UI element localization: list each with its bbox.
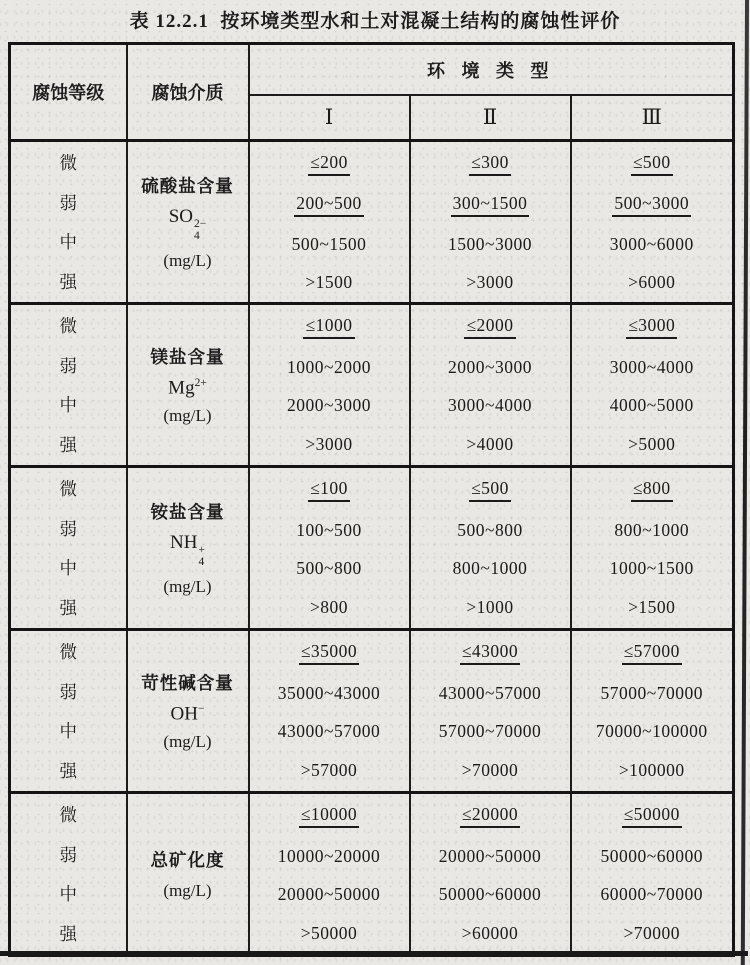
value: ≤500 [631, 152, 673, 176]
table-body [10, 141, 734, 956]
grade-label: 微 [59, 153, 77, 174]
value-cell-I [249, 304, 410, 467]
formula-subscript: 4 [194, 230, 200, 242]
value: 300~1500 [451, 193, 530, 217]
medium-unit: (mg/L) [163, 406, 212, 426]
medium-cell [127, 467, 249, 630]
value: 3000~6000 [609, 233, 694, 254]
formula-superscript: + [198, 543, 205, 556]
value-cell-II [410, 141, 571, 304]
chemical-formula [170, 533, 205, 568]
header-environment-type: 环 境 类 型 [249, 44, 734, 96]
value: >70000 [623, 923, 681, 944]
value: 1500~3000 [448, 233, 532, 254]
section-row-1 [10, 141, 734, 304]
medium-name: 苛性碱含量 [141, 672, 234, 693]
value: 2000~3000 [448, 356, 532, 377]
value: >3000 [305, 434, 353, 455]
value: >1500 [628, 597, 676, 618]
value: 100~500 [296, 519, 362, 540]
value-cell-I [249, 141, 410, 304]
formula-base: Mg [168, 377, 195, 399]
grade-label: 强 [59, 923, 77, 944]
value: 35000~43000 [277, 682, 381, 703]
value: ≤10000 [299, 804, 359, 828]
value: ≤43000 [460, 641, 520, 665]
value: ≤2000 [464, 315, 515, 339]
grade-cell [10, 467, 127, 630]
table-header [10, 44, 734, 141]
formula-superscript: 2− [194, 217, 207, 230]
medium-cell [127, 630, 249, 793]
medium-cell [127, 141, 249, 304]
value: 1000~1500 [609, 558, 694, 579]
value: ≤57000 [622, 641, 682, 665]
formula-base: NH [170, 531, 198, 553]
chemical-formula [168, 378, 207, 397]
scan-edge-artifact-bottom [0, 951, 748, 956]
value: 500~3000 [612, 193, 691, 217]
value: 200~500 [294, 193, 363, 217]
value-cell-I [249, 793, 410, 956]
value: >3000 [466, 271, 514, 292]
grade-label: 中 [59, 721, 77, 742]
medium-unit: (mg/L) [163, 577, 212, 597]
formula-script-stack [194, 218, 206, 242]
value: 70000~100000 [595, 721, 708, 742]
header-corrosion-grade: 腐蚀等级 [10, 44, 127, 141]
scan-edge-artifact-right [741, 0, 749, 965]
value-cell-III [571, 630, 734, 793]
formula-script-stack [198, 544, 205, 568]
value: 3000~4000 [609, 356, 694, 377]
value: ≤20000 [460, 804, 520, 828]
value: 800~1000 [614, 519, 690, 540]
grade-label: 弱 [59, 192, 77, 213]
section-row-5 [10, 793, 734, 956]
formula-subscript: 4 [198, 556, 205, 568]
grade-label: 强 [59, 760, 77, 781]
value: 57000~70000 [600, 682, 703, 703]
header-env-type-3: Ⅲ [571, 95, 734, 141]
value: >800 [309, 597, 349, 618]
value-cell-III [571, 304, 734, 467]
grade-label: 弱 [59, 844, 77, 865]
grade-label: 弱 [59, 518, 77, 539]
value: 50000~60000 [600, 845, 703, 866]
value: 43000~57000 [438, 682, 542, 703]
grade-label: 强 [59, 271, 77, 292]
value: 57000~70000 [438, 721, 542, 742]
value: ≤35000 [299, 641, 359, 665]
grade-label: 微 [59, 642, 77, 663]
value: >5000 [628, 434, 676, 455]
grade-label: 弱 [59, 681, 77, 702]
medium-unit: (mg/L) [163, 881, 212, 900]
value-cell-II [410, 467, 571, 630]
section-row-3 [10, 467, 734, 630]
value: 1000~2000 [287, 356, 371, 377]
medium-name: 总矿化度 [150, 850, 225, 870]
formula-base: SO [168, 205, 194, 227]
value: 2000~3000 [287, 395, 371, 416]
value: >60000 [461, 923, 519, 944]
value-cell-III [571, 141, 734, 304]
header-row-1 [10, 44, 734, 96]
grade-label: 中 [59, 558, 77, 579]
grade-label: 中 [59, 395, 77, 416]
value: >50000 [300, 923, 358, 944]
value: ≤800 [631, 478, 673, 502]
medium-cell [127, 793, 249, 956]
header-corrosive-medium: 腐蚀介质 [127, 44, 249, 141]
grade-label: 强 [59, 597, 77, 618]
medium-unit: (mg/L) [163, 251, 212, 271]
medium-name: 硫酸盐含量 [141, 175, 234, 196]
grade-label: 微 [59, 805, 77, 826]
value: >6000 [628, 271, 676, 292]
value: ≤500 [469, 478, 511, 502]
header-env-type-1: Ⅰ [249, 95, 410, 141]
value: 10000~20000 [277, 845, 381, 866]
grade-label: 微 [59, 479, 77, 500]
corrosion-evaluation-table [8, 42, 735, 957]
formula-base: OH [170, 703, 198, 725]
section-row-4 [10, 630, 734, 793]
value: >100000 [618, 760, 685, 781]
value: 4000~5000 [609, 395, 694, 416]
value-cell-I [249, 630, 410, 793]
value: ≤200 [308, 152, 350, 176]
value: 500~1500 [291, 233, 367, 254]
grade-label: 中 [59, 232, 77, 253]
value-cell-III [571, 467, 734, 630]
value: >1000 [466, 597, 514, 618]
value: ≤3000 [626, 315, 677, 339]
value: >57000 [300, 760, 358, 781]
value: ≤1000 [303, 315, 354, 339]
header-env-type-2: Ⅱ [410, 95, 571, 141]
grade-label: 中 [59, 884, 77, 905]
value-cell-III [571, 793, 734, 956]
formula-superscript: 2+ [194, 376, 207, 389]
grade-label: 强 [59, 434, 77, 455]
grade-cell [10, 793, 127, 956]
value: >4000 [466, 434, 514, 455]
formula-superscript: − [197, 702, 205, 715]
medium-name: 铵盐含量 [150, 501, 225, 522]
value: ≤100 [308, 478, 350, 502]
value: 43000~57000 [277, 721, 381, 742]
value-cell-II [410, 630, 571, 793]
medium-name: 镁盐含量 [150, 346, 225, 367]
medium-cell [127, 304, 249, 467]
value: 500~800 [296, 558, 362, 579]
value: 500~800 [457, 519, 523, 540]
value: 800~1000 [452, 558, 528, 579]
value: 20000~50000 [438, 845, 542, 866]
table-title: 表 12.2.1 按环境类型水和土对混凝土结构的腐蚀性评价 [129, 11, 621, 32]
value: 20000~50000 [277, 884, 381, 905]
chemical-formula [171, 704, 205, 723]
medium-unit: (mg/L) [163, 732, 212, 752]
value-cell-II [410, 793, 571, 956]
value: >1500 [305, 271, 353, 292]
value: ≤300 [469, 152, 511, 176]
grade-cell [10, 630, 127, 793]
grade-label: 微 [59, 316, 77, 337]
grade-cell [10, 141, 127, 304]
value: 50000~60000 [438, 884, 542, 905]
value-cell-I [249, 467, 410, 630]
grade-cell [10, 304, 127, 467]
value: 60000~70000 [600, 884, 703, 905]
chemical-formula [169, 207, 207, 242]
value: 3000~4000 [448, 395, 532, 416]
grade-label: 弱 [59, 355, 77, 376]
value: ≤50000 [622, 804, 682, 828]
value: >70000 [461, 760, 519, 781]
section-row-2 [10, 304, 734, 467]
value-cell-II [410, 304, 571, 467]
